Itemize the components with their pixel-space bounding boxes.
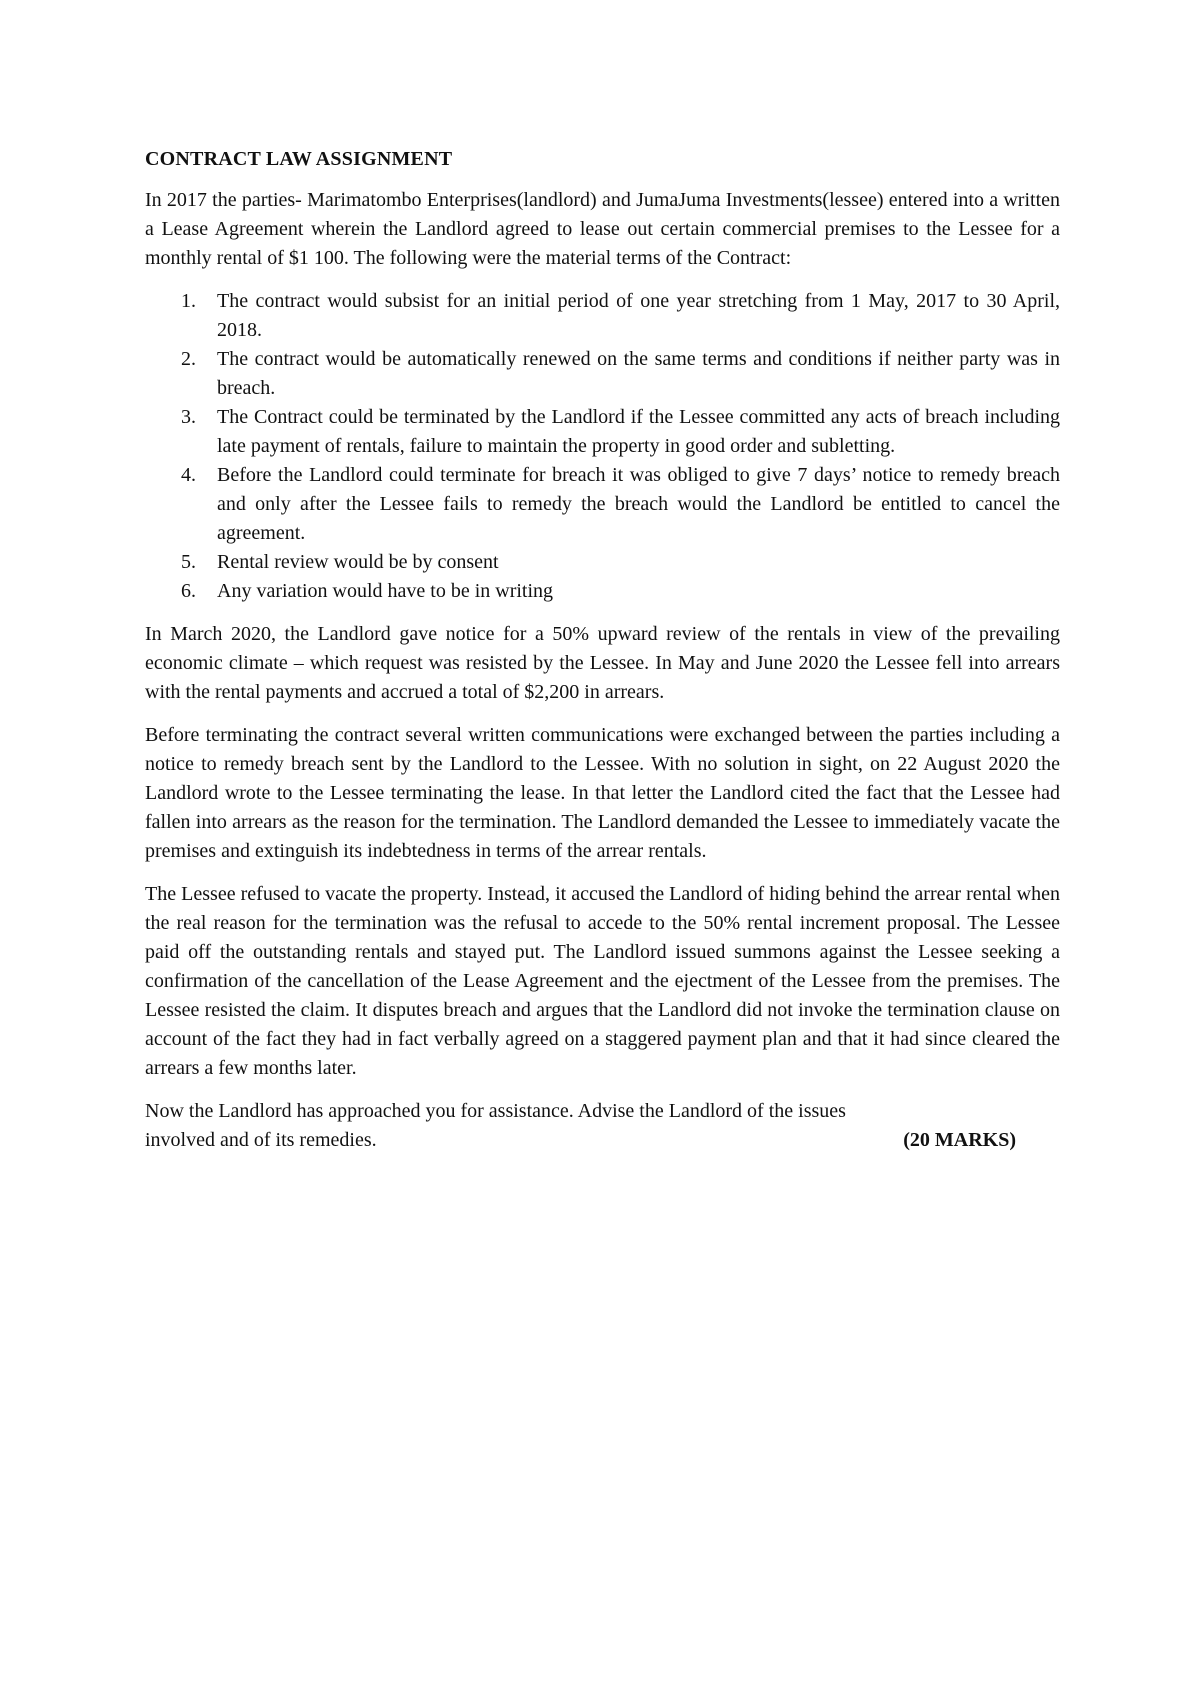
contract-terms-list	[145, 287, 1060, 606]
question-line-2-row	[145, 1126, 1060, 1155]
term-text: Rental review would be by consent	[217, 551, 499, 573]
term-item	[145, 287, 1060, 345]
question-paragraph	[145, 1097, 1060, 1155]
term-text: Before the Landlord could terminate for breach it was obliged to give 7 days’ notice to remedy breach and only after the Lessee fails to remedy the breach would the Landlord be entitled to cancel the agreement.	[217, 464, 1060, 544]
facts-paragraph-rent-review: In March 2020, the Landlord gave notice for a 50% upward review of the rentals in view of the prevailing economic climate – which request was resisted by the Lessee. In May and June 2020 the Lessee fell into arrears with the rental payments and accrued a total of $2,200 in arrears.	[145, 623, 1060, 703]
facts-paragraph-dispute: The Lessee refused to vacate the property. Instead, it accused the Landlord of hiding behind the arrear rental when the real reason for the termination was the refusal to accede to the 50% rental increment proposal. The Lessee paid off the outstanding rentals and stayed put. The Landlord issued summons against the Lessee seeking a confirmation of the cancellation of the Lease Agreement and the ejectment of the Lessee from the premises. The Lessee resisted the claim. It disputes breach and argues that the Landlord did not invoke the termination clause on account of the fact they had in fact verbally agreed on a staggered payment plan and that it had since cleared the arrears a few months later.	[145, 883, 1060, 1079]
term-number: 3.	[181, 406, 196, 428]
term-item	[145, 548, 1060, 577]
term-text: The contract would subsist for an initial period of one year stretching from 1 May, 2017 to 30 April, 2018.	[217, 290, 1060, 341]
document-title: CONTRACT LAW ASSIGNMENT	[145, 148, 453, 170]
term-text: Any variation would have to be in writing	[217, 580, 554, 602]
term-number: 5.	[181, 551, 196, 573]
term-item	[145, 461, 1060, 548]
term-number: 4.	[181, 464, 196, 486]
intro-paragraph: In 2017 the parties- Marimatombo Enterprises(landlord) and JumaJuma Investments(lessee) entered into a written a Lease Agreement wherein the Landlord agreed to lease out certain commercial premises to the Lessee for a monthly rental of $1 100. The following were the material terms of the Contract:	[145, 189, 1060, 269]
marks-allocation: (20 MARKS)	[903, 1129, 1016, 1151]
term-number: 2.	[181, 348, 196, 370]
document-body	[145, 146, 1060, 1155]
term-number: 6.	[181, 580, 196, 602]
question-line-1: Now the Landlord has approached you for assistance. Advise the Landlord of the issues	[145, 1100, 846, 1122]
term-text: The contract would be automatically renewed on the same terms and conditions if neither party was in breach.	[217, 348, 1060, 399]
term-item	[145, 403, 1060, 461]
term-item	[145, 345, 1060, 403]
term-item	[145, 577, 1060, 606]
facts-paragraph-termination: Before terminating the contract several written communications were exchanged between the parties including a notice to remedy breach sent by the Landlord to the Lessee. With no solution in sight, on 22 August 2020 the Landlord wrote to the Lessee terminating the lease. In that letter the Landlord cited the fact that the Lessee had fallen into arrears as the reason for the termination. The Landlord demanded the Lessee to immediately vacate the premises and extinguish its indebtedness in terms of the arrear rentals.	[145, 724, 1060, 862]
question-line-2: involved and of its remedies.	[145, 1129, 377, 1151]
term-number: 1.	[181, 290, 196, 312]
term-text: The Contract could be terminated by the Landlord if the Lessee committed any acts of breach including late payment of rentals, failure to maintain the property in good order and subletting.	[217, 406, 1060, 457]
